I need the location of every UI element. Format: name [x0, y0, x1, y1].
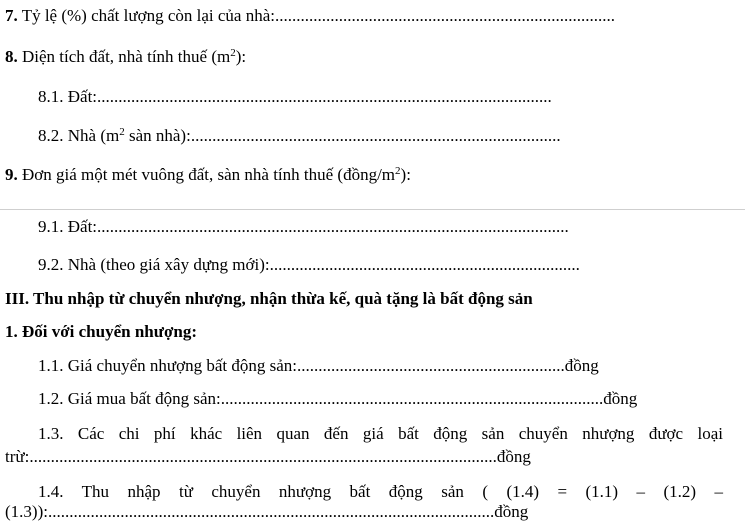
- item-8-1-label: 8.1. Đất:: [38, 87, 98, 106]
- item-9-1: [38, 217, 569, 237]
- transfer-1-3-label-cont: trừ:: [5, 447, 30, 466]
- transfer-1-2: [38, 389, 637, 409]
- subsection-1-heading: 1. Đối với chuyển nhượng:: [5, 322, 197, 341]
- item-8-2: [38, 126, 561, 146]
- transfer-1-4-label: 1.4. Thu nhập từ chuyển nhượng bất động sản ( (1.4) = (1.1) – (1.2) –: [38, 482, 723, 501]
- item-8-1-fill-line[interactable]: ...........................................................................................................: [97, 87, 552, 106]
- item-9-2-label: 9.2. Nhà (theo giá xây dựng mới):: [38, 255, 270, 274]
- item-9: [5, 165, 411, 185]
- item-7: [5, 6, 615, 26]
- item-8-1: [38, 87, 552, 107]
- item-9-1-fill-line[interactable]: ...............................................................................................................: [97, 217, 569, 236]
- item-9-2: [38, 255, 580, 275]
- transfer-1-3-unit: đồng: [496, 447, 531, 466]
- section-3-heading: III. Thu nhập từ chuyển nhượng, nhận thừa kế, quà tặng là bất động sản: [5, 289, 533, 308]
- item-9-label-b: ):: [400, 165, 411, 184]
- transfer-1-4-line-1: [38, 482, 723, 502]
- page-divider: [0, 209, 745, 210]
- item-7-number: 7.: [5, 6, 18, 25]
- item-9-superscript: 2: [395, 165, 401, 177]
- item-8-superscript: 2: [230, 47, 236, 59]
- transfer-1-4-fill-line[interactable]: .........................................................................................................: [47, 502, 495, 521]
- item-9-2-fill-line[interactable]: .........................................................................: [269, 255, 580, 274]
- item-8-2-superscript: 2: [119, 126, 125, 138]
- item-8-2-fill-line[interactable]: .......................................................................................: [190, 126, 561, 145]
- item-7-fill-line[interactable]: ................................................................................: [274, 6, 615, 25]
- transfer-1-1-label: 1.1. Giá chuyển nhượng bất động sản:: [38, 356, 297, 375]
- transfer-1-1-fill-line[interactable]: ...............................................................: [297, 356, 565, 375]
- item-8-2-label-a: 8.2. Nhà (m: [38, 126, 120, 145]
- transfer-1-2-unit: đồng: [603, 389, 638, 408]
- transfer-1-3-label: 1.3. Các chi phí khác liên quan đến giá bất động sản chuyển nhượng được loại: [38, 424, 723, 443]
- item-8-label-a: Diện tích đất, nhà tính thuế (m: [17, 47, 231, 66]
- item-8: [5, 47, 246, 67]
- transfer-1-4-unit: đồng: [494, 502, 529, 521]
- item-8-2-label-b: sàn nhà):: [124, 126, 191, 145]
- item-8-label-b: ):: [235, 47, 247, 66]
- item-9-1-label: 9.1. Đất:: [38, 217, 98, 236]
- item-9-label-a: Đơn giá một mét vuông đất, sàn nhà tính thuế (đồng/m: [17, 165, 396, 184]
- transfer-1-3-line-2: [5, 447, 531, 467]
- transfer-1-2-fill-line[interactable]: ..........................................................................................: [220, 389, 604, 408]
- transfer-1-4-line-2: [5, 502, 528, 522]
- item-9-number: 9.: [5, 165, 18, 184]
- transfer-1-4-label-cont: (1.3)):: [5, 502, 48, 521]
- transfer-1-2-label: 1.2. Giá mua bất động sản:: [38, 389, 221, 408]
- item-8-number: 8.: [5, 47, 18, 66]
- transfer-1-1-unit: đồng: [564, 356, 599, 375]
- transfer-1-3-line-1: [38, 424, 723, 444]
- item-7-label: Tỷ lệ (%) chất lượng còn lại của nhà:: [17, 6, 275, 25]
- transfer-1-1: [38, 356, 599, 376]
- transfer-1-3-fill-line[interactable]: ..............................................................................................................: [29, 447, 497, 466]
